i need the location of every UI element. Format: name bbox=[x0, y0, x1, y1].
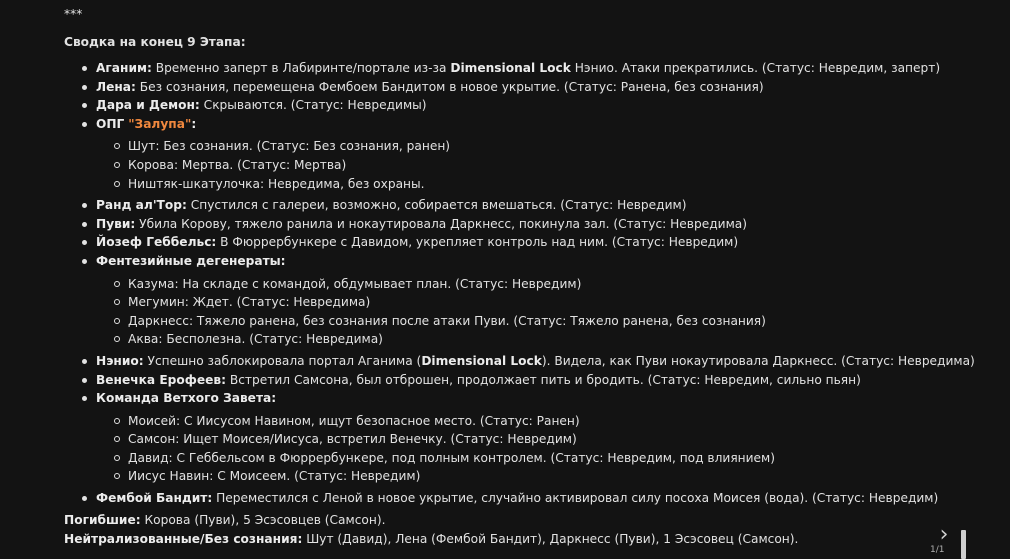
group-name-highlight: "Залупа" bbox=[128, 116, 192, 131]
item-name: Ранд ал'Тор: bbox=[96, 198, 187, 213]
item-name: Аганим: bbox=[96, 61, 152, 75]
list-item bbox=[80, 196, 975, 215]
list-item bbox=[80, 371, 975, 390]
sub-list bbox=[96, 137, 975, 193]
page-counter: 1/1 bbox=[930, 545, 945, 555]
item-text: Переместился с Леной в новое укрытие, случайно активировал силу посоха Моисея (вода). (Статус: Невредим) bbox=[212, 491, 939, 506]
neutralized-label: Нейтрализованные/Без сознания: bbox=[64, 532, 303, 546]
sub-list bbox=[96, 412, 975, 486]
item-text: Скрываются. (Статус: Невредимы) bbox=[199, 98, 427, 113]
dead-text: Корова (Пуви), 5 Эсэсовцев (Самсон). bbox=[140, 513, 386, 527]
list-item bbox=[80, 59, 975, 78]
item-text: Спустился с галереи, возможно, собирается вмешаться. (Статус: Невредим) bbox=[186, 198, 687, 213]
item-name: Венечка Ерофеев: bbox=[96, 372, 226, 387]
next-page-icon[interactable]: › bbox=[939, 522, 949, 547]
item-name: ОПГ bbox=[96, 116, 125, 131]
item-name: Команда Ветхого Завета: bbox=[96, 391, 277, 406]
sub-list-item: Давид: С Геббельсом в Фюррербункере, под полным контролем. (Статус: Невредим, под влиянием) bbox=[113, 449, 975, 468]
sub-list-item: Иисус Навин: С Моисеем. (Статус: Невредим) bbox=[113, 467, 975, 486]
item-name: Пуви: bbox=[96, 216, 136, 231]
sub-list-item: Мегумин: Ждет. (Статус: Невредима) bbox=[113, 293, 975, 312]
sub-list-item: Казума: На складе с командой, обдумывает план. (Статус: Невредим) bbox=[113, 275, 975, 294]
item-text: Встретил Самсона, был отброшен, продолжает пить и бродить. (Статус: Невредим, сильно пьян) bbox=[225, 372, 861, 387]
item-name: Нэнио: bbox=[96, 353, 144, 368]
item-text: Успешно заблокировала портал Аганима ( bbox=[143, 353, 422, 368]
list-item bbox=[80, 389, 975, 486]
item-bold-term: Dimensional Lock bbox=[450, 61, 571, 75]
sub-list-item: Ништяк-шкатулочка: Невредима, без охраны. bbox=[113, 175, 975, 194]
sub-list-item: Моисей: С Иисусом Навином, ищут безопасное место. (Статус: Ранен) bbox=[113, 412, 975, 431]
list-item bbox=[80, 352, 975, 371]
item-text: В Фюррербункере с Давидом, укрепляет контроль над ним. (Статус: Невредим) bbox=[216, 235, 739, 250]
list-item bbox=[80, 215, 975, 234]
neutralized-line bbox=[64, 530, 798, 548]
sub-list-item: Шут: Без сознания. (Статус: Без сознания, ранен) bbox=[113, 137, 975, 156]
neutralized-text: Шут (Давид), Лена (Фембой Бандит), Даркнесс (Пуви), 1 Эсэсовец (Самсон). bbox=[302, 532, 799, 546]
sub-list bbox=[96, 275, 975, 349]
item-text: Убила Корову, тяжело ранила и нокаутировала Даркнесс, покинула зал. (Статус: Невредима) bbox=[135, 216, 747, 231]
list-item bbox=[80, 489, 975, 508]
item-name: Йозеф Геббельс: bbox=[96, 235, 217, 250]
sub-list-item: Аква: Бесполезна. (Статус: Невредима) bbox=[113, 330, 975, 349]
sub-list-item: Даркнесс: Тяжело ранена, без сознания после атаки Пуви. (Статус: Тяжело ранена, без сознания) bbox=[113, 312, 975, 331]
item-bold-term: Dimensional Lock bbox=[421, 353, 542, 368]
list-item bbox=[80, 78, 975, 97]
sub-list-item: Корова: Мертва. (Статус: Мертва) bbox=[113, 156, 975, 175]
dead-line bbox=[64, 511, 385, 529]
item-name: Дара и Демон: bbox=[96, 98, 200, 113]
list-item bbox=[80, 252, 975, 349]
item-text: Временно заперт в Лабиринте/портале из-за bbox=[151, 61, 451, 75]
item-text: Без сознания, перемещена Фембоем Бандитом в новое укрытие. (Статус: Ранена, без сознания) bbox=[135, 79, 764, 94]
item-colon: : bbox=[191, 116, 197, 131]
list-item bbox=[80, 96, 975, 115]
summary-title: Сводка на конец 9 Этапа: bbox=[64, 35, 246, 49]
item-name: Лена: bbox=[96, 79, 136, 94]
item-name: Фентезийные дегенераты: bbox=[96, 253, 286, 268]
sub-list-item: Самсон: Ищет Моисея/Иисуса, встретил Венечку. (Статус: Невредим) bbox=[113, 430, 975, 449]
scrollbar[interactable] bbox=[961, 530, 966, 559]
summary-list bbox=[80, 59, 975, 508]
separator: *** bbox=[64, 7, 83, 21]
item-name: Фембой Бандит: bbox=[96, 491, 213, 506]
list-item bbox=[80, 115, 975, 193]
list-item bbox=[80, 233, 975, 252]
item-text: Нэнио. Атаки прекратились. (Статус: Невредим, заперт) bbox=[570, 61, 941, 75]
item-text: ). Видела, как Пуви нокаутировала Даркнесс. (Статус: Невредима) bbox=[541, 353, 975, 368]
dead-label: Погибшие: bbox=[64, 513, 141, 527]
